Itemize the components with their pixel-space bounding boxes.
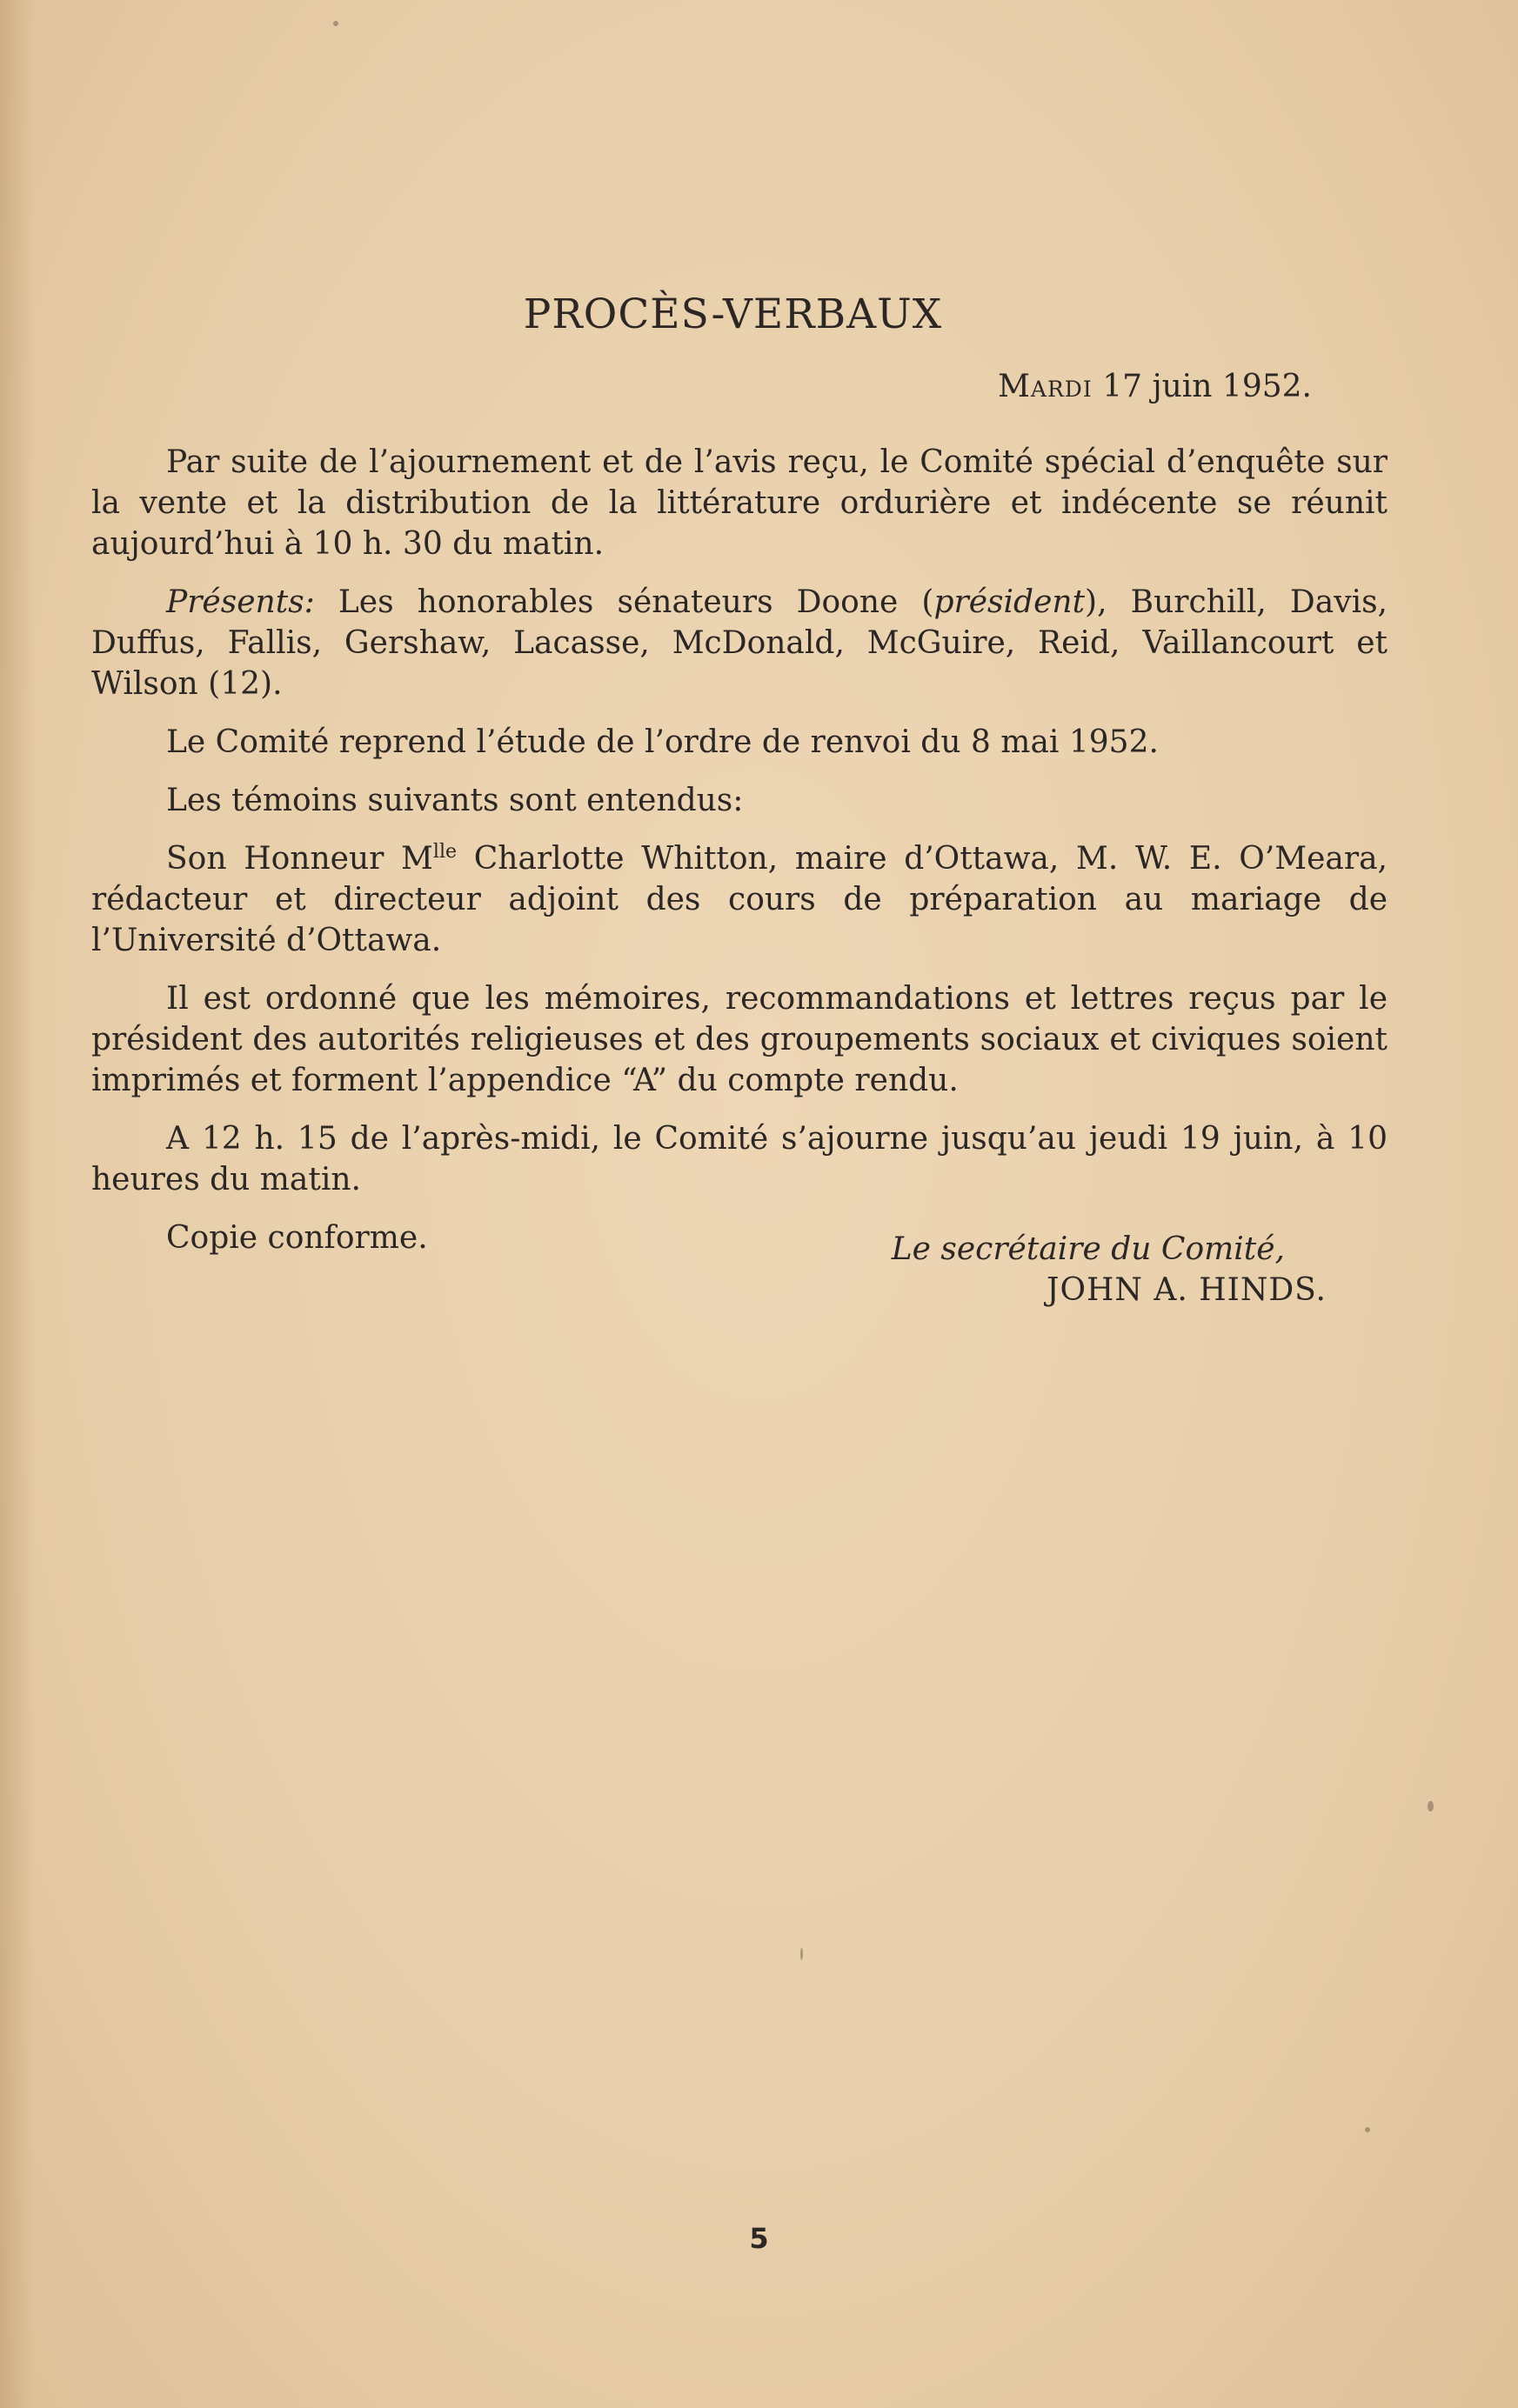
signature-name: JOHN A. HINDS.	[1047, 1272, 1327, 1308]
paragraph-present	[91, 582, 1388, 704]
president-label: président	[933, 584, 1086, 620]
witness-text-b: Charlotte Whitton, maire d’Ottawa, M. W. E. O’Meara, rédacteur et directeur adjoint des cours de préparation au mariage de l’Université d’Ottawa.	[91, 841, 1388, 958]
page-edge-shadow	[0, 0, 35, 2408]
paragraph-order: Il est ordonné que les mémoires, recommandations et lettres reçus par le président des autorités religieuses et des groupements sociaux et civiques soient imprimés et forment l’appendice “A” du compte rendu.	[91, 981, 1388, 1098]
paper-speck	[1365, 2127, 1370, 2132]
meeting-day: Mardi	[998, 369, 1093, 404]
paragraph-opening: Par suite de l’ajournement et de l’avis reçu, le Comité spécial d’enquête sur la vente et la distribution de la littérature ordurière et indécente se réunit aujourd’hui à 10 h. 30 du matin.	[91, 444, 1388, 562]
meeting-date	[998, 369, 1312, 404]
paper-speck	[333, 21, 338, 26]
paper-speck	[1428, 1801, 1434, 1811]
page-title: PROCÈS-VERBAUX	[523, 290, 943, 338]
paper-speck	[800, 1948, 803, 1960]
paragraph-witnesses-intro: Les témoins suivants sont entendus:	[166, 783, 744, 818]
minutes-body	[91, 442, 1388, 1276]
present-label: Présents:	[166, 584, 315, 620]
paragraph-adjournment: A 12 h. 15 de l’après-midi, le Comité s’ajourne jusqu’au jeudi 19 juin, à 10 heures du matin.	[91, 1121, 1388, 1197]
signature-block	[892, 1229, 1327, 1311]
present-text-a: Les honorables sénateurs Doone (	[314, 584, 934, 620]
paragraph-reference: Le Comité reprend l’étude de l’ordre de renvoi du 8 mai 1952.	[166, 724, 1159, 760]
signature-role: Le secrétaire du Comité,	[891, 1231, 1285, 1267]
witness-text-a: Son Honneur M	[166, 841, 433, 877]
present-text-b: ), Burchill, Davis, Duffus, Fallis, Gershaw, Lacasse, McDonald, McGuire, Reid, Vaillancourt et Wilson (12).	[91, 584, 1388, 702]
paragraph-certified: Copie conforme.	[166, 1220, 428, 1256]
meeting-date-rest: 17 juin 1952.	[1102, 369, 1312, 404]
witness-superscript: lle	[432, 841, 458, 863]
paragraph-witnesses	[91, 838, 1388, 961]
page-number: 5	[749, 2222, 769, 2255]
